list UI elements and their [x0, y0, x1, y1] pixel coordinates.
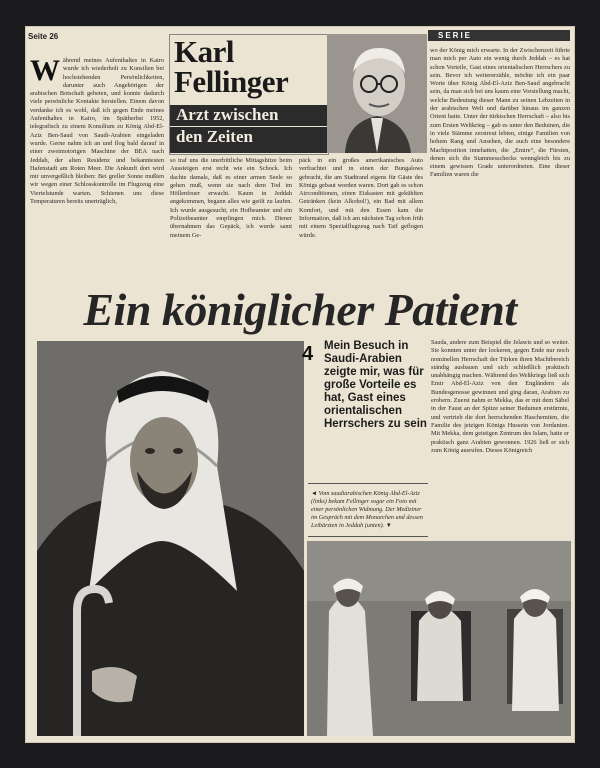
article-text-col3: päck in ein großes amerikanisches Auto verfrachtet und in einen der Bungalows gebracht, die am Stadtrand eigens für Gäste des Königs gebaut worden waren. Dort gab es schon Airconditionen, einen Eiskasten mit gekühlten Getränken (kein Alkohol!), ein Bad mit allem Komfort, und mit den Essen kam die Information, daß ich am nächsten Tag schon früh mit einem Spezialflugzeug nach Taif geflogen würde. [299, 157, 423, 239]
photo-caption: ◄ Vom saudiarabischen König Abd-El-Aziz (links) bekam Fellinger sogar ein Foto mit einer persönlichen Widmung. Der Mediziner im Gespräch mit dem Monarchen und dessen Leibärzten in Jeddah (unten). ▼ [311, 490, 423, 529]
drop-cap: W [30, 57, 60, 87]
article-text-col5: Sauda, andere zum Beispiel die Jelawis und so weiter. Sie konnten unter der lockeren, gegen Ende nur noch nominellen Herrschaft der Türken ihren Machtbereich ständig ausbauen und sich schließlich praktisch unabhängig machen. Während des Weltkriegs ließ sich Emir Abd-El-Aziz von den Engländern als Bundesgenosse gewinnen und ging daran, Arabien zu erobern. Zuerst nahm er Mekka, das er mit dem Säbel in der Faust an der Spitze seiner Beduinen erstürmte, und vertrieb die dort herrschenden Haschemiten, die Familie des jetzigen Königs Hussein von Jordanien. Mit Mekka, dem geistigen Zentrum des Islam, hatte er praktisch ganz Arabien gewonnen. 1926 ließ er sich zum König ausrufen. Dieses Königreich [431, 339, 569, 454]
section-label: SERIE [438, 31, 473, 40]
page-number: Seite 26 [28, 32, 59, 41]
newspaper-clipping [26, 27, 574, 742]
article-column-2 [170, 157, 292, 279]
author-first-name: Karl [174, 34, 234, 69]
caption-rule-top [308, 483, 428, 484]
article-column-1 [30, 57, 164, 279]
article-column-3 [299, 157, 423, 279]
article-text-col2: so traf uns die unerbittliche Mittagshitze beim Aussteigen erst recht wie ein Schock. Ich dachte damals, daß es einer armen Seele so gehen muß, wenn sie nach dem Tod im Höllenfeuer erwacht. Kaum in Jeddah angekommen, begann alles wie geölt zu laufen. Ich wurde ausgesucht, ein Hofbeamter und ein Polizeibeamter empfingen mich. Diener übernahmen das Gepäck, ich wurde samt meinem Ge- [170, 157, 292, 239]
article-text-col4: wo der König mich erwarte. In der Zwischenzeit führte man mich per Auto ein wenig durch Jeddah – es hat schon Vorteile, Gast eines orientalischen Herrschers zu sein. Bevor ich weitererzähle, möchte ich ein paar Worte über König Abd-El-Aziz Ben-Saud angebracht sein, da man sich bei uns kaum eine Vorstellung macht, welche Bedeutung dieser Mann zu seinen Lebzeiten in der arabischen Welt und darüber hinaus im ganzen Orient hatte. Unter der türkischen Herrschaft – also bis zum Ersten Weltkrieg – gab es unter den Beduinen, die in viele Stämme zerstreut lebten, einige Familien von hohem Rang und Ansehen, die auch eine besondere Machtposition innehatten, die „Emire“, die Fürsten, denen sich die Stammesschecks wenngleich bis zu einem gewissen Grade unterordneten. Eine dieser Familien waren die [430, 47, 570, 179]
headline: Ein königlicher Patient [83, 284, 517, 335]
section-bar [428, 30, 570, 41]
meeting-photo [307, 541, 571, 736]
caption-rule-bottom [308, 536, 428, 537]
series-subtitle-line2: den Zeiten [170, 127, 328, 153]
king-portrait-photo [37, 341, 304, 736]
article-text-col1: ährend meines Aufenthaltes in Kairo wurde ich wiederholt zu Konsilien bei hochstehenden Persönlichkeiten, darunter auch Angehörigen der arabischen Botschaft gebeten, und konnte dadurch viele persönliche Kontakte herstellen. Einem davon verdanke ich es wohl, daß ich gegen Ende meines Aufenthaltes in Kairo, im Spätherbst 1952, telegrafisch zu einem Konsilium zu König Abd-El-Aziz Ben-Saud von Saudi-Arabien eingeladen wurde. Gerne nahm ich an und flog bald darauf in einer zweimotorigen Maschine der BEA nach Jeddah, der alten Residenz und bekanntesten Hafenstadt am Roten Meer. Die Ankunft dort wird mir unvergeßlich bleiben: Bei greller Sonne mußten wir wegen einer Schlosskontrolle im Flugzeug eine Viertelstunde warten. Schienen uns diese Temperaturen bereits unerträglich, [30, 57, 164, 206]
series-header [169, 34, 329, 155]
article-column-4 [430, 47, 570, 279]
episode-number: 4 [302, 343, 314, 365]
author-portrait-photo [327, 34, 427, 153]
article-column-5 [431, 339, 569, 537]
teaser-text: Mein Besuch in Saudi-Arabien zeigte mir, was für große Vorteile es hat, Gast eines orientalischen Herrschers zu sein [324, 340, 427, 430]
author-last-name: Fellinger [174, 64, 289, 99]
series-subtitle-line1: Arzt zwischen [170, 105, 328, 126]
